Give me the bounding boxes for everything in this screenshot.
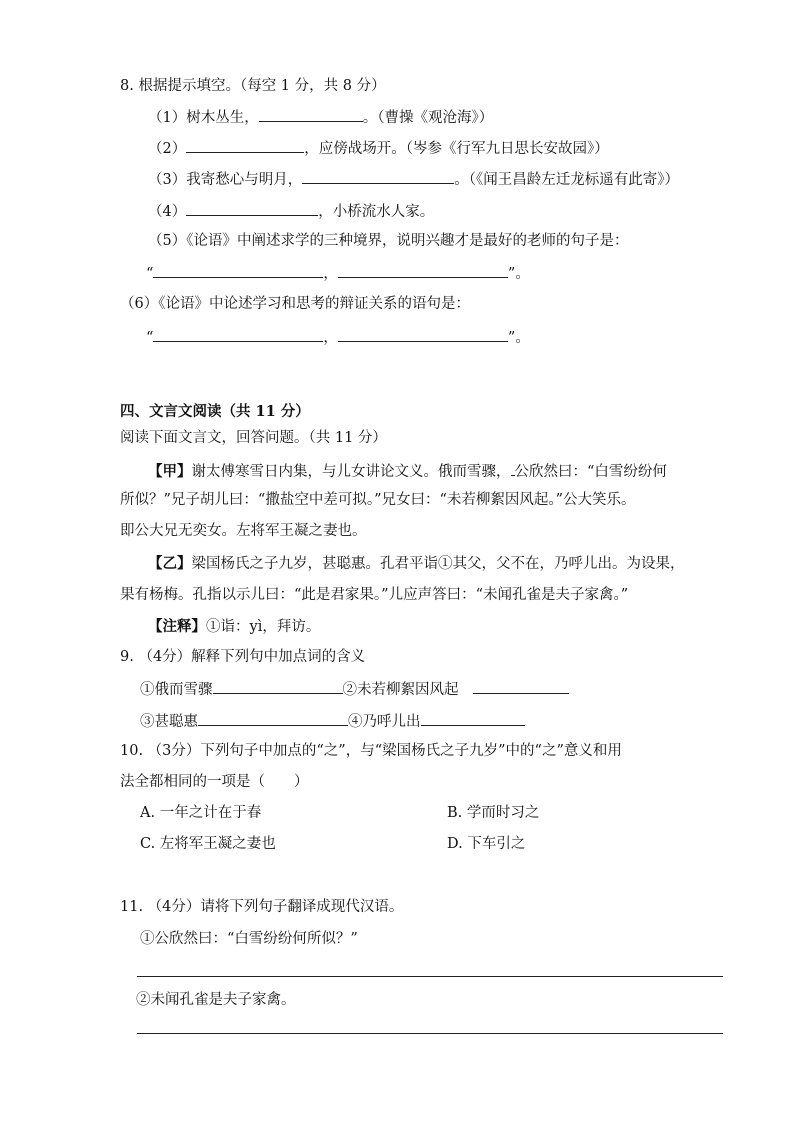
q9-d-blank[interactable] [421,710,525,726]
passage-yi-line-2: 果有杨梅。孔指以示儿曰：“此是君家果。”儿应声答曰：“未闻孔雀是夫子家禽。” [120,587,629,603]
q8-item-1 [148,106,493,128]
q8-item-2-source: ，应傍战场开。（岑参《行军九日思长安故园》） [304,141,609,157]
section-intro: 阅读下面文言文，回答问题。（共 11 分） [120,430,387,446]
q8-item-1-text: （1）树木丛生， [148,110,259,126]
q8-item-5-blank-1[interactable] [153,262,323,278]
q8-item-3-blank[interactable] [302,168,454,184]
q8-item-1-blank[interactable] [259,106,363,122]
note-text: ①诣：yì，拜访。 [206,619,321,635]
q8-item-4-source: ，小桥流水人家。 [318,204,435,220]
q9-a-text: ①俄而雪骤 [140,682,213,698]
q10-stem-line-1: 10. （3分）下列句子中加点的“之”，与“梁国杨氏之子九岁”中的“之”意义和用 [120,743,622,759]
passage-yi-tag: 【乙】 [148,555,192,572]
q8-item-6-blank-1[interactable] [153,326,323,342]
q8-item-6-text: （6）《论语》中论述学习和思考的辩证关系的语句是： [120,296,470,312]
q10-stem-line-2: 法全都相同的一项是（ ） [120,774,309,790]
passage-note [148,617,320,637]
q11-title: 11. （4分）请将下列句子翻译成现代汉语。 [120,899,404,915]
q9-row-2 [140,710,525,732]
section-heading: 四、文言文阅读（共 11 分） [120,403,310,420]
q9-a-blank[interactable] [213,678,343,694]
q10-option-c[interactable]: C. 左将军王凝之妻也 [140,836,276,852]
q9-row-1 [140,678,569,700]
q8-item-5-blank-2[interactable] [338,262,508,278]
q8-item-6-answer [146,326,530,348]
q9-c-text: ③甚聪惠 [140,714,198,730]
q8-item-4-text: （4） [148,204,187,220]
note-tag: 【注释】 [148,618,206,635]
passage-jia-text-1b: 公欣然曰：“白雪纷纷何 [514,464,667,480]
passage-yi-text-1: 梁国杨氏之子九岁，甚聪惠。孔君平诣①其父，父不在，乃呼儿出。为设果， [191,556,685,572]
q8-item-2 [148,137,609,159]
q11-sentence-2: ②未闻孔雀是夫子家禽。 [136,992,296,1008]
q11-answer-line-2[interactable] [137,1033,723,1034]
passage-jia-line-1 [148,460,667,482]
q8-item-3 [148,168,679,190]
q9-c-blank[interactable] [198,710,348,726]
q8-item-2-text: （2） [148,141,187,157]
q10-option-b[interactable]: B. 学而时习之 [447,805,540,821]
passage-jia-text-1: 谢太傅寒雪日内集，与儿女讲论文义。俄而雪骤， [191,464,511,480]
q8-item-5-answer [146,262,530,284]
q8-item-5-text: （5）《论语》中阐述求学的三种境界，说明兴趣才是最好的老师的句子是： [148,233,629,249]
open-quote: “ [146,330,154,346]
close-quote: ”。 [507,330,530,346]
close-quote: ”。 [507,266,530,282]
q9-b-blank[interactable] [473,678,569,694]
q8-item-2-blank[interactable] [186,137,304,153]
comma: ， [323,330,338,346]
comma: ， [323,266,338,282]
q10-option-a[interactable]: A. 一年之计在于春 [140,805,262,821]
q11-answer-line-1[interactable] [137,976,723,977]
q8-item-3-text: （3）我寄愁心与明月， [148,172,303,188]
passage-jia-tag: 【甲】 [148,463,192,480]
passage-jia-line-3: 即公大兄无奕女。左将军王凝之妻也。 [120,523,367,539]
q8-item-6-blank-2[interactable] [338,326,508,342]
open-quote: “ [146,266,154,282]
q8-item-4 [148,200,434,222]
q8-item-4-blank[interactable] [186,200,318,216]
q9-title: 9. （4分）解释下列句中加点词的含义 [120,649,366,665]
q9-b-text: ②未若柳絮因风起 [342,682,459,698]
passage-jia-line-2: 所似？”兄子胡儿曰：“撒盐空中差可拟。”兄女曰：“未若柳絮因风起。”公大笑乐。 [120,492,636,508]
q8-item-1-source: 。（曹操《观沧海》） [362,110,494,126]
q8-title: 8. 根据提示填空。（每空 1 分，共 8 分） [120,78,386,94]
q9-d-text: ④乃呼儿出 [348,714,421,730]
passage-yi-line-1 [148,554,685,574]
q8-item-3-source: 。（《闻王昌龄左迁龙标遥有此寄》） [454,172,679,188]
q10-option-d[interactable]: D. 下车引之 [447,836,526,852]
q11-sentence-1: ①公欣然曰：“白雪纷纷何所似？” [140,931,358,947]
